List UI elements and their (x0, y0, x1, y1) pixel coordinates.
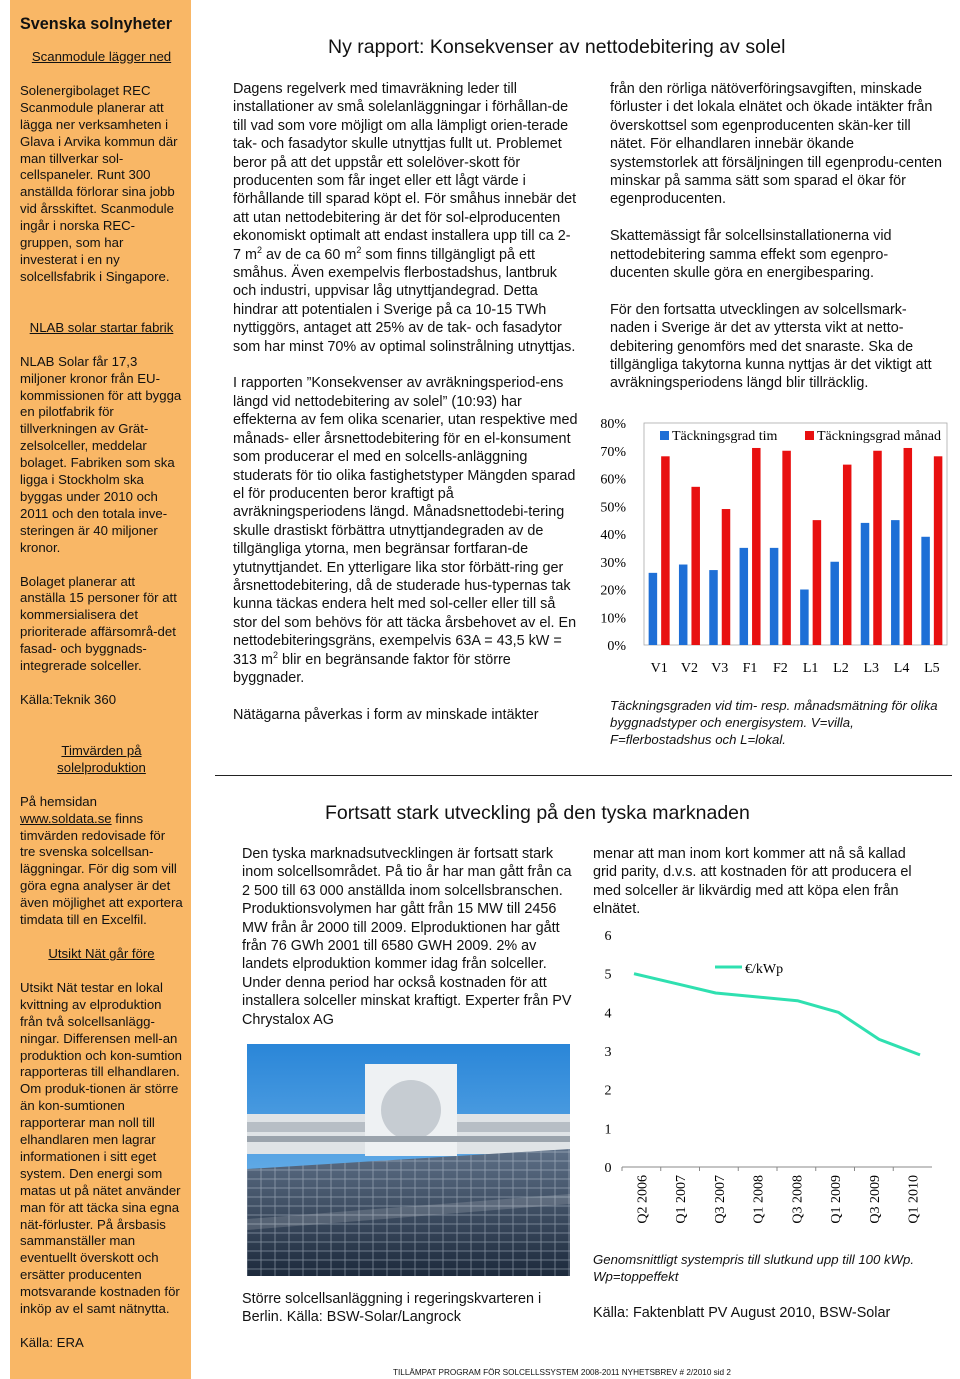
line-x-tick-label: Q1 2008 (751, 1175, 767, 1224)
bar-tim (740, 548, 749, 645)
bar-y-tick-label: 20% (600, 583, 626, 599)
bar-tim (830, 562, 839, 645)
bar-tim (921, 537, 930, 645)
sidebar-text-nlab-2: Bolaget planerar att anställa 15 personer för att kommersialisera det prioriterade affärsområ-det fasad- och byggnads-integrerade solceller. (20, 573, 177, 674)
line-y-tick-label: 5 (604, 967, 612, 983)
bar-manad (691, 487, 700, 645)
article1-col2-p1: från den rörliga nätöverföringsavgiften, minskade förluster i det lokala elnätet och ökade intäkter från överskottsel som egenproducenten skän-ker till nätet. För elhandlaren innebär ökande systemstorlek att försäljningen till egenprodu-centen minskar på samma sätt som sparad el ökar för egenproducenten. (610, 81, 942, 208)
bar-manad (752, 448, 761, 645)
bar-x-tick-label: V2 (680, 661, 699, 676)
section-divider (215, 775, 952, 776)
bar-manad (904, 448, 913, 645)
system-price-line-chart (592, 920, 937, 1240)
sidebar-text-nlab-1: NLAB Solar får 17,3 miljoner kronor från EU-kommissionen för att bygga en pilotfabrik för tillverkningen av Grät-zelsolceller, meddelar bolaget. Fabriken som ska ligga i Stockholm ska byggas under 2010 och 2011 och den totala inve-steringen är 40 miljoner kronor. (20, 353, 182, 555)
bar-y-tick-label: 70% (600, 444, 626, 460)
article1-col1 (233, 80, 578, 724)
line-x-tick-label: Q3 2008 (790, 1175, 806, 1224)
bar-y-tick-label: 30% (600, 555, 626, 571)
article2-col1-text: Den tyska marknadsutvecklingen är fortsatt stark inom solcellsområdet. På tio år har man gått från ca 2 500 till 63 000 anställda inom solcellsbranschen. Produktionsvolymen har gått från 15 MW till 2456 MW från år 2000 till 2009. Elproduktionen har gått från 76 GWh 2001 till 6580 GWH 2009. 2% av landets elproduktion kommer idag från solceller. Under denna period har också kostnaden för att installera solceller minskat kraftigt. Experter från PV Chrystalox AG (242, 846, 572, 1028)
bar-x-tick-label: F1 (742, 661, 758, 676)
bar-x-tick-label: L5 (924, 661, 940, 676)
sidebar-heading-nlab: NLAB solar startar fabrik (29, 319, 174, 335)
coverage-bar-chart (592, 405, 952, 687)
article1-headline: Ny rapport: Konsekvenser av nettodebitering av solel (328, 36, 786, 58)
bar-chart-plot-area (644, 423, 947, 645)
bar-x-tick-label: F2 (772, 661, 788, 676)
legend-label-price: €/kWp (745, 962, 784, 977)
article1-col2 (610, 80, 945, 393)
line-x-tick-label: Q3 2007 (712, 1175, 728, 1224)
article2-col2-text: menar att man inom kort kommer att nå så kallad grid parity, d.v.s. att kostnaden för att producera el med solceller är likvärdig med att köpa elen från elnätet. (593, 846, 912, 918)
line-y-tick-label: 1 (604, 1122, 612, 1138)
bar-x-tick-label: L2 (833, 661, 849, 676)
sidebar-heading-scanmodule: Scanmodule lägger ned (31, 49, 172, 64)
sidebar-text-timvarden (20, 794, 183, 929)
line-x-tick-label: Q3 2009 (867, 1175, 883, 1224)
sidebar-text-timvarden-post: finns timvärden redovisade för tre svenska solcellsan-läggningar. För dig som vill göra egna analyser är det även möjlighet att exportera timdata till en Excelfil. (20, 810, 183, 928)
legend-swatch-tim (660, 431, 669, 440)
bar-x-tick-label: L3 (863, 661, 880, 676)
bar-tim (770, 548, 779, 645)
sidebar-heading-utsikt: Utsikt Nät går före (48, 945, 155, 961)
bar-y-tick-label: 60% (600, 472, 626, 488)
bar-manad (843, 465, 852, 645)
sidebar-heading-timvarden: Timvärden på solelproduktion (57, 742, 146, 775)
legend-label-tim: Täckningsgrad tim (672, 429, 778, 444)
line-chart-source: Källa: Faktenblatt PV August 2010, BSW-Solar (593, 1305, 891, 1321)
bar-tim (649, 573, 658, 645)
line-y-tick-label: 6 (604, 929, 612, 944)
legend-swatch-manad (805, 431, 814, 440)
sidebar-text-utsikt: Utsikt Nät testar en lokal kvittning av elproduktion från två solcellsanlägg-ningar. Differensen mell-an produktion och kon-sumtion rapporteras till elhandlaren. Om produk-tionen är större än kon-sumtionen rapporterar man noll till elhandlaren men lagrar informationen i sitt eget system. Den energi som matas ut på nätet använder man för att täcka sina egna nät-förluster. På årsbasis sammanställer man eventuellt överskott och ersätter producenten motsvarande kostnaden för inköp av el samt nätnytta. (20, 979, 183, 1317)
line-y-tick-label: 2 (604, 1083, 612, 1099)
bar-y-tick-label: 50% (600, 500, 626, 516)
line-x-tick-label: Q1 2009 (829, 1175, 845, 1224)
bar-y-tick-label: 0% (607, 639, 626, 654)
line-chart-caption: Genomsnittligt systempris till slutkund upp till 100 kWp. Wp=toppeffekt (593, 1252, 915, 1284)
bar-manad (813, 520, 822, 645)
article1-col1-p1: Dagens regelverk med timavräkning leder till installationer av små solelanläggningar i förhållan-de till vad som vore möjligt om alla lämpligt orien-terade tak- och fasadytor skulle utnyttjas fullt ut. Problemet beror på att det uppstår ett solelöver-skott för producenten som får inget eller ett lågt värde i förhållande till sparad köpt el. För småhus innebär det att utan nettodebitering är det för sol-elproducenten ekonomiskt optimalt att endast installera upp till ca 2-7 $m^2$ av de ca 60 $m^2$ som finns tillgängligt på ett småhus. Även exempelvis flerbostadshus, lantbruk och industri, uppvisar låg utnyttjandegrad. Detta hindrar att potentialen i Sverige på ca 10-15 TWh nyttiggörs, antaget att 25% av de tak- och fasadytor som har minst 70% av optimal solinstrålning utnyttjas. (233, 81, 577, 355)
bar-x-tick-label: V3 (711, 661, 729, 676)
line-y-tick-label: 3 (604, 1045, 612, 1060)
bar-x-tick-label: L4 (893, 661, 910, 676)
sidebar-source-utsikt: Källa: ERA (20, 1335, 84, 1350)
article1-col2-p2: Skattemässigt får solcellsinstallationerna vid nettodebitering samma effekt som egenpro-ducenten skulle göra en energibesparing. (610, 228, 892, 282)
line-x-tick-label: Q1 2007 (674, 1175, 690, 1224)
bar-chart-caption: Täckningsgraden vid tim- resp. månadsmätning för olika byggnadstyper och energisystem. V=villa, F=flerbostadshus och L=lokal. (610, 698, 938, 747)
article1-col1-p3: Nätägarna påverkas i form av minskade intäkter (233, 706, 539, 723)
sidebar (10, 0, 191, 1379)
bar-tim (800, 590, 809, 646)
bar-manad (661, 456, 670, 645)
bar-manad (722, 509, 731, 645)
line-x-tick-label: Q2 2006 (635, 1175, 651, 1224)
article2-col1 (242, 845, 577, 1029)
article2-headline: Fortsatt stark utveckling på den tyska marknaden (325, 802, 750, 824)
article1-col1-p2: I rapporten ”Konsekvenser av avräkningsperiod-ens längd vid nettodebitering av solel” (10:93) har effekterna av fem olika scenarier, utan respektive med månads- eller årsnettodebitering för en el-konsument som producerar el med en solcells-anläggning studerats för tio olika fastighetstyper Mängden sparad el för producenten beror kraftigt på avräkningsperiodens längd. Månadsnettodebi-tering skulle drastiskt förbättra utnyttjandegraden av de tillgängliga ytorna, men begränsar fortfaran-de ytutnyttjandet. En ytterligare lika stor förbätt-ring ger årsnettodebitering, då de studerade hus-typernas tak kunna täckas endera helt med sol-celler eller till så stor del som behövs för att täcka årsbehovet av el. En nettodebiteringsgräns, exempelvis 63A = 43,5 kW = 313 $m^2$ blir en begränsande faktor för större byggnader. (233, 375, 578, 686)
bar-y-tick-label: 80% (600, 417, 626, 432)
soldata-link[interactable]: www.soldata.se (20, 810, 112, 826)
bar-tim (679, 565, 688, 645)
bar-tim (709, 570, 718, 645)
line-y-tick-label: 0 (604, 1161, 612, 1176)
bar-manad (782, 451, 791, 645)
legend-label-manad: Täckningsgrad månad (817, 429, 942, 444)
page-footer: TILLÄMPAT PROGRAM FÖR SOLCELLSSYSTEM 2008-2011 NYHETSBREV # 2/2010 sid 2 (393, 1368, 731, 1377)
sidebar-text-scanmodule: Solenergibolaget REC Scanmodule planerar att lägga ner verksamheten i Glava i Arvika kommun där man tillverkar sol-cellspaneler. Runt 300 anställda förlorar sina jobb vid årsskiftet. Scanmodule ingår i norska REC-gruppen, som har investerat i en ny solcellsfabrik i Singapore. (20, 82, 178, 284)
photo-caption: Större solcellsanläggning i regeringskvarteren i Berlin. Källa: BSW-Solar/Langrock (242, 1291, 542, 1326)
bar-tim (891, 520, 900, 645)
sidebar-text-timvarden-pre: På hemsidan (20, 793, 97, 809)
bar-tim (861, 523, 870, 645)
bar-manad (934, 456, 943, 645)
bar-x-tick-label: V1 (650, 661, 668, 676)
line-x-tick-label: Q1 2010 (906, 1175, 922, 1224)
article1-col2-p3: För den fortsatta utvecklingen av solcellsmark-naden i Sverige är det av yttersta vikt at netto-debitering genomförs med det snaraste. Ska de tillgängliga takytorna kunna nyttjas är det viktigt att avräkningsperiodens längd blir tillräcklig. (610, 301, 932, 392)
sidebar-source-nlab: Källa:Teknik 360 (20, 692, 117, 707)
line-y-tick-label: 4 (604, 1006, 612, 1022)
bar-manad (873, 451, 882, 645)
bar-y-tick-label: 40% (600, 528, 626, 543)
bar-y-tick-label: 10% (600, 611, 626, 627)
sidebar-title: Svenska solnyheter (20, 15, 173, 33)
article2-col2 (593, 845, 933, 919)
bar-x-tick-label: L1 (802, 661, 819, 676)
berlin-solar-photo (247, 1044, 570, 1276)
price-series-line (634, 974, 920, 1055)
